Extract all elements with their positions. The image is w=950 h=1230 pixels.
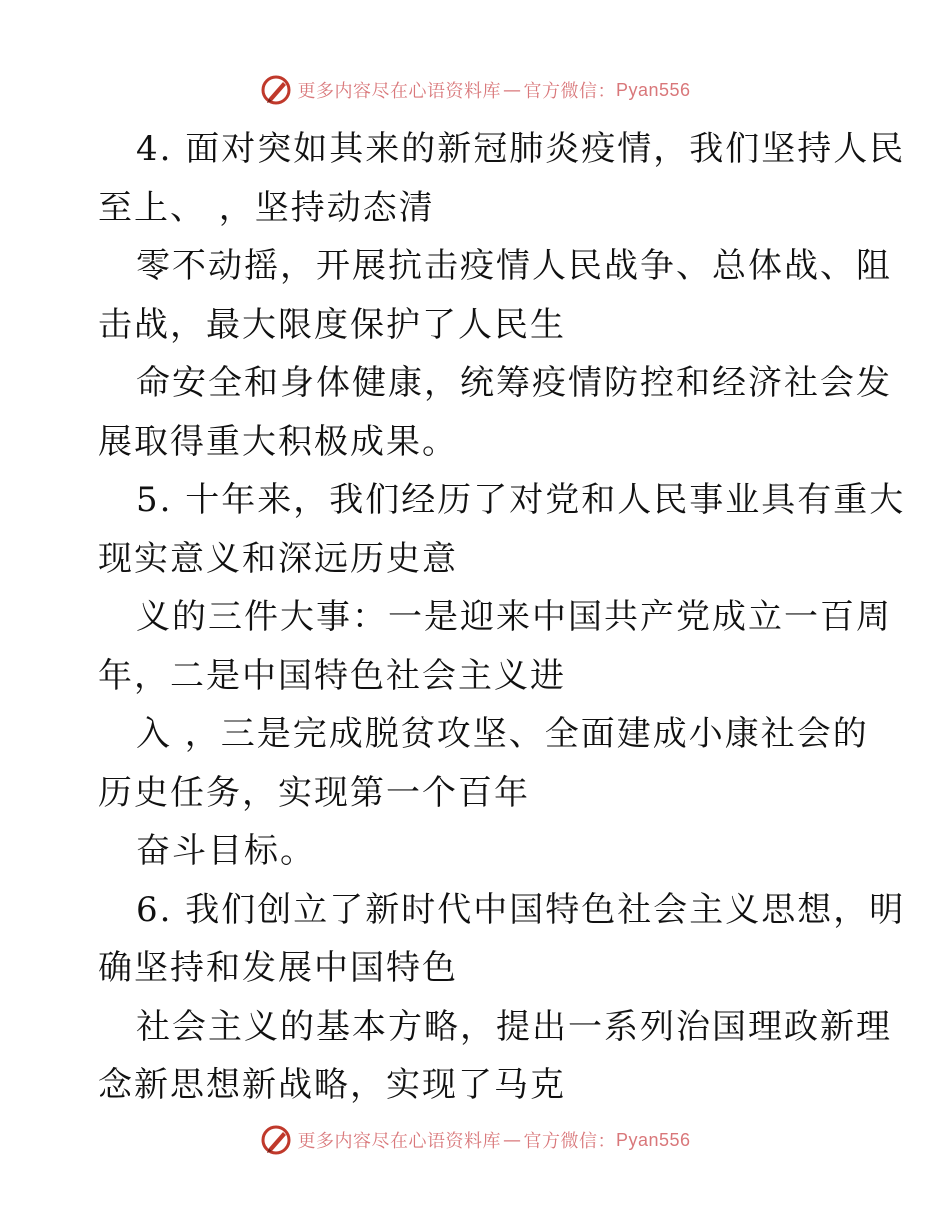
- text-line: 5. 十年来，我们经历了对党和人民事业具有重大: [136, 480, 906, 520]
- text-line: 年，二是中国特色社会主义进: [98, 655, 566, 696]
- text-line: 入 ，三是完成脱贫攻坚、全面建成小康社会的: [136, 714, 869, 754]
- watermark-banner-top: [0, 70, 950, 110]
- pen-logo-icon: [259, 73, 293, 107]
- text-line: 至上、 ，坚持动态清: [98, 187, 435, 228]
- watermark-wechat-label: 官方微信：: [523, 1131, 616, 1152]
- text-line: 义的三件大事：一是迎来中国共产党成立一百周: [136, 597, 892, 637]
- text-line: 4. 面对突如其来的新冠肺炎疫情，我们坚持人民: [136, 129, 906, 169]
- watermark-banner-bottom: [0, 1120, 950, 1160]
- watermark-site-text: 更多内容尽在心语资料库: [297, 1131, 501, 1152]
- watermark-handle: Pyan556: [615, 1129, 691, 1150]
- text-line: 展取得重大积极成果。: [98, 421, 458, 462]
- document-body: [98, 120, 906, 1115]
- text-line: 社会主义的基本方略，提出一系列治国理政新理: [136, 1006, 892, 1047]
- text-line: 命安全和身体健康，统筹疫情防控和经济社会发: [136, 363, 892, 403]
- text-line: 确坚持和发展中国特色: [98, 948, 458, 988]
- text-line: 念新思想新战略，实现了马克: [98, 1065, 566, 1105]
- text-line: 击战，最大限度保护了人民生: [98, 304, 566, 345]
- watermark-dash: —: [502, 1129, 522, 1151]
- text-line: 零不动摇，开展抗击疫情人民战争、总体战、阻: [136, 246, 892, 286]
- pen-logo-icon: [259, 1123, 293, 1157]
- watermark-dash: —: [502, 79, 522, 101]
- text-line: 奋斗目标。: [136, 831, 316, 871]
- watermark-wechat-label: 官方微信：: [523, 81, 616, 102]
- text-line: 6. 我们创立了新时代中国特色社会主义思想，明: [136, 889, 906, 930]
- watermark-handle: Pyan556: [615, 79, 691, 100]
- text-line: 现实意义和深远历史意: [98, 538, 458, 579]
- text-line: 历史任务，实现第一个百年: [98, 772, 530, 813]
- watermark-site-text: 更多内容尽在心语资料库: [297, 81, 501, 102]
